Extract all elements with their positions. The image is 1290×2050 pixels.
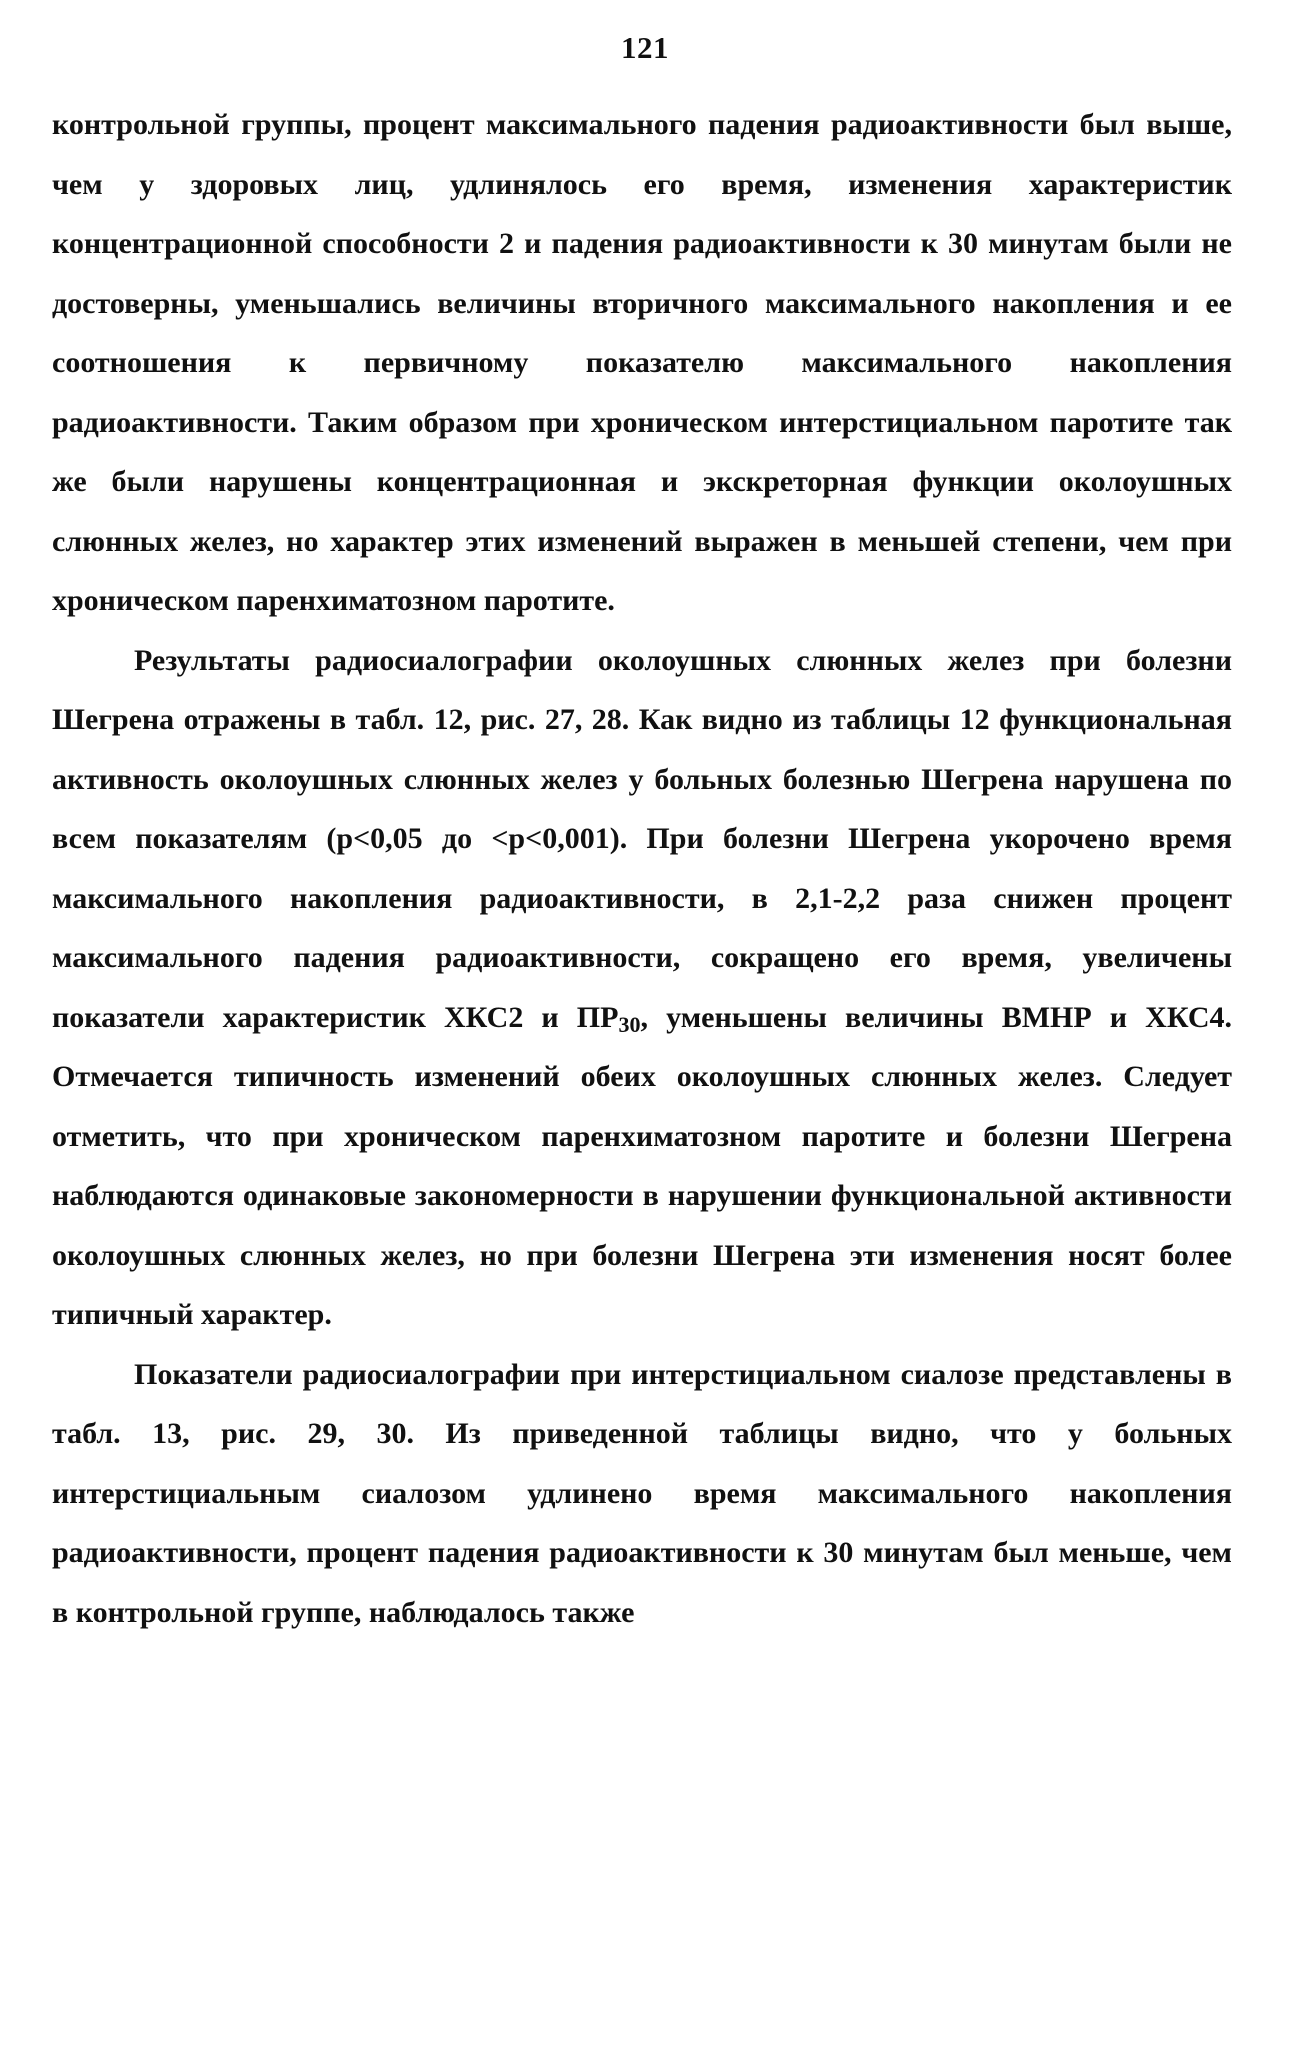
subscript-30: 30 bbox=[618, 1011, 641, 1037]
paragraph-2-part-2: , уменьшены величины ВМНР и ХКС4. Отмечается типичность изменений обеих околоушных слюнных желез. Следует отметить, что при хроническом паренхиматозном паротите и болезни Шегрена наблюдаются одинаковые закономерности в нарушении функциональной активности околоушных слюнных желез, но при болезни Шегрена эти изменения носят более типичный характер. bbox=[52, 1000, 1233, 1331]
paragraph-3: Показатели радиосиалографии при интерстициальном сиалозе представлены в табл. 13, рис. 29, 30. Из приведенной таблицы видно, что у больных интерстициальным сиалозом удлинено время максимального накопления радиоактивности, процент падения радиоактивности к 30 минутам был меньше, чем в контрольной группе, наблюдалось также bbox=[52, 1357, 1232, 1629]
body-text bbox=[52, 95, 1232, 1642]
paragraph-2 bbox=[52, 631, 1232, 1345]
page-number: 121 bbox=[621, 30, 669, 65]
paragraph-2-part-1: Результаты радиосиалографии околоушных слюнных желез при болезни Шегрена отражены в табл. 12, рис. 27, 28. Как видно из таблицы 12 функциональная активность околоушных слюнных желез у больных болезнью Шегрена нарушена по всем показателям (p<0,05 до <p<0,001). При болезни Шегрена укорочено время максимального накопления радиоактивности, в 2,1-2,2 раза снижен процент максимального падения радиоактивности, сокращено его время, увеличены показатели характеристик ХКС2 и ПР bbox=[52, 643, 1232, 1034]
paragraph-1: контрольной группы, процент максимального падения радиоактивности был выше, чем у здоровых лиц, удлинялось его время, изменения характеристик концентрационной способности 2 и падения радиоактивности к 30 минутам были не достоверны, уменьшались величины вторичного максимального накопления и ее соотношения к первичному показателю максимального накопления радиоактивности. Таким образом при хроническом интерстициальном паротите так же были нарушены концентрационная и экскреторная функции околоушных слюнных желез, но характер этих изменений выражен в меньшей степени, чем при хроническом паренхиматозном паротите. bbox=[52, 108, 1232, 617]
